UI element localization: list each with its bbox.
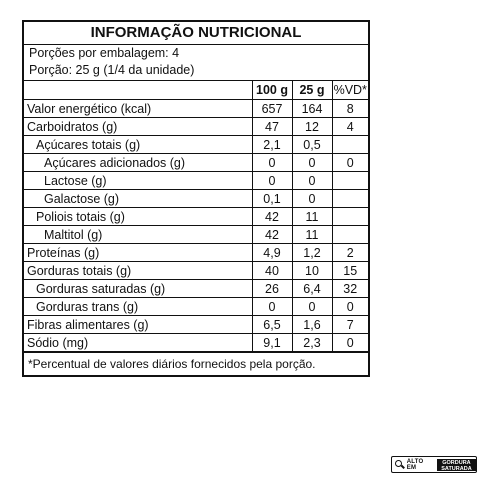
- table-row: [24, 136, 368, 154]
- header-25g: 25 g: [292, 81, 332, 100]
- value-vd: [332, 172, 368, 190]
- header-100g: 100 g: [252, 81, 292, 100]
- seal-nutrient: [437, 459, 476, 471]
- nutrient-name: Sódio (mg): [24, 334, 252, 352]
- seal-line-2: SATURADA: [441, 465, 472, 472]
- value-25g: 1,2: [292, 244, 332, 262]
- value-100g: 4,9: [252, 244, 292, 262]
- value-25g: 2,3: [292, 334, 332, 352]
- value-vd: 8: [332, 100, 368, 118]
- servings-per-package: Porções por embalagem: 4: [29, 46, 180, 60]
- value-25g: 0: [292, 298, 332, 316]
- table-row: [24, 190, 368, 208]
- value-25g: 1,6: [292, 316, 332, 334]
- value-25g: 12: [292, 118, 332, 136]
- value-25g: 0: [292, 154, 332, 172]
- table-row: [24, 226, 368, 244]
- value-100g: 47: [252, 118, 292, 136]
- table-row: [24, 172, 368, 190]
- nutrient-name: Gorduras totais (g): [24, 262, 252, 280]
- table-row: [24, 298, 368, 316]
- value-100g: 0: [252, 172, 292, 190]
- value-100g: 42: [252, 208, 292, 226]
- nutrient-name: Poliois totais (g): [24, 208, 252, 226]
- nutrition-table: [24, 81, 368, 352]
- value-vd: [332, 226, 368, 244]
- value-25g: 0: [292, 190, 332, 208]
- value-100g: 0: [252, 154, 292, 172]
- value-vd: 0: [332, 298, 368, 316]
- nutrient-name: Açúcares adicionados (g): [24, 154, 252, 172]
- table-row: [24, 208, 368, 226]
- value-25g: 10: [292, 262, 332, 280]
- nutrient-name: Valor energético (kcal): [24, 100, 252, 118]
- nutrient-name: Proteínas (g): [24, 244, 252, 262]
- value-100g: 42: [252, 226, 292, 244]
- seal-line-1: GORDURA: [442, 459, 471, 466]
- value-25g: 11: [292, 208, 332, 226]
- header-row: [24, 81, 368, 100]
- value-100g: 9,1: [252, 334, 292, 352]
- value-vd: 7: [332, 316, 368, 334]
- magnifier-icon: [395, 460, 404, 469]
- value-100g: 6,5: [252, 316, 292, 334]
- table-row: [24, 154, 368, 172]
- value-25g: 0,5: [292, 136, 332, 154]
- table-row: [24, 262, 368, 280]
- value-25g: 164: [292, 100, 332, 118]
- value-vd: 4: [332, 118, 368, 136]
- high-saturated-fat-seal: [391, 456, 477, 473]
- nutrient-name: Maltitol (g): [24, 226, 252, 244]
- nutrient-name: Galactose (g): [24, 190, 252, 208]
- value-100g: 2,1: [252, 136, 292, 154]
- header-nutrient: [24, 81, 252, 100]
- value-vd: 15: [332, 262, 368, 280]
- table-row: [24, 280, 368, 298]
- table-row: [24, 100, 368, 118]
- value-vd: 0: [332, 154, 368, 172]
- value-vd: 2: [332, 244, 368, 262]
- seal-alto-em: ALTO EM: [406, 458, 424, 471]
- table-row: [24, 244, 368, 262]
- value-25g: 11: [292, 226, 332, 244]
- value-25g: 6,4: [292, 280, 332, 298]
- nutrient-name: Lactose (g): [24, 172, 252, 190]
- nutrient-name: Gorduras trans (g): [24, 298, 252, 316]
- value-100g: 0,1: [252, 190, 292, 208]
- nutrient-name: Açúcares totais (g): [24, 136, 252, 154]
- nutrient-name: Fibras alimentares (g): [24, 316, 252, 334]
- table-row: [24, 118, 368, 136]
- table-row: [24, 334, 368, 352]
- value-25g: 0: [292, 172, 332, 190]
- value-100g: 657: [252, 100, 292, 118]
- value-vd: [332, 208, 368, 226]
- header-vd: %VD*: [332, 81, 368, 100]
- value-100g: 26: [252, 280, 292, 298]
- panel-title: INFORMAÇÃO NUTRICIONAL: [24, 22, 368, 45]
- nutrient-name: Gorduras saturadas (g): [24, 280, 252, 298]
- value-vd: [332, 136, 368, 154]
- value-100g: 40: [252, 262, 292, 280]
- nutrient-name: Carboidratos (g): [24, 118, 252, 136]
- value-vd: [332, 190, 368, 208]
- value-vd: 32: [332, 280, 368, 298]
- footnote: *Percentual de valores diários fornecidos pela porção.: [24, 352, 368, 375]
- value-vd: 0: [332, 334, 368, 352]
- value-100g: 0: [252, 298, 292, 316]
- nutrition-facts-panel: [22, 20, 370, 377]
- serving-size: Porção: 25 g (1/4 da unidade): [24, 62, 368, 81]
- table-row: [24, 316, 368, 334]
